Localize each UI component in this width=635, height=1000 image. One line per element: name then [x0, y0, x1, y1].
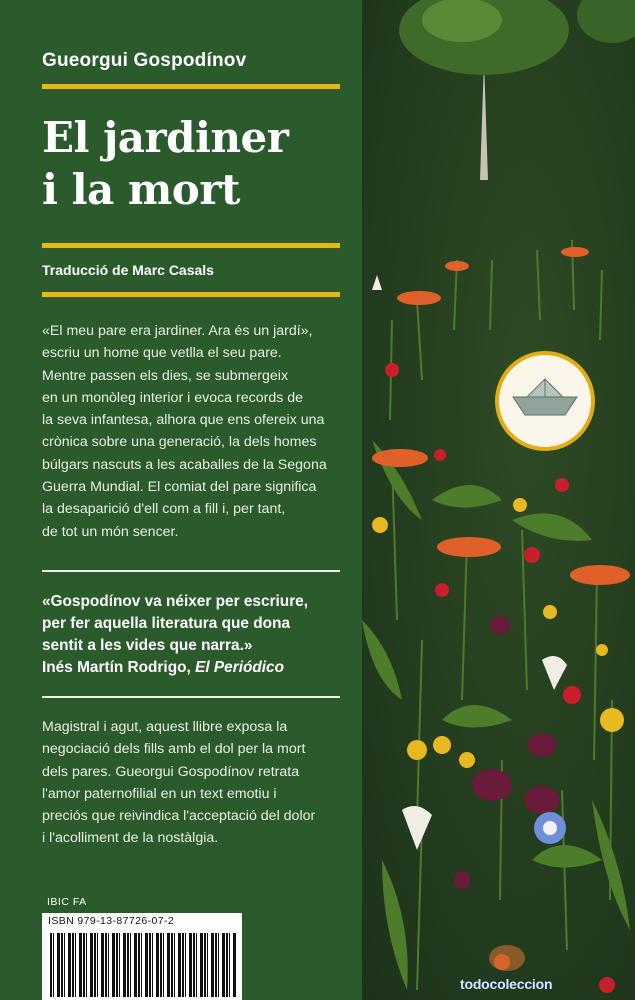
description-line: dels pares. Gueorgui Gospodínov retrata	[42, 763, 300, 780]
yellow-divider-middle	[42, 243, 340, 248]
quote-line: sentit a les vides que narra.»	[42, 637, 253, 654]
synopsis-line: «El meu pare era jardiner. Ara és un jardí»,	[42, 323, 313, 339]
garden-illustration	[362, 0, 635, 1000]
quote-source	[42, 657, 352, 679]
quote-line: «Gospodínov va néixer per escriure,	[42, 593, 309, 610]
synopsis-line: la seva infantesa, alhora que ens ofereix una	[42, 412, 325, 429]
description-line: i l'acolliment de la nostàlgia.	[42, 830, 219, 847]
tree-trunk	[480, 60, 488, 180]
synopsis	[42, 320, 342, 543]
purple-flowers	[454, 616, 560, 889]
synopsis-line: búlgars nascuts a les acaballes de la Segona	[42, 456, 327, 473]
watermark-text: todocoleccion	[460, 976, 553, 992]
description-line: l'amor paternofilial en un text emotiu i	[42, 785, 277, 802]
leaves	[362, 440, 630, 990]
description	[42, 716, 342, 850]
quote-source-name: Inés Martín Rodrigo,	[42, 659, 191, 676]
flower-garden-painting	[362, 0, 635, 1000]
synopsis-line: escriu un home que vetlla el seu pare.	[42, 345, 282, 362]
book-title	[42, 112, 352, 216]
translator-credit: Traducció de Marc Casals	[42, 262, 214, 278]
quote-source-publication: El Periódico	[195, 659, 285, 676]
yellow-divider-top	[42, 84, 340, 89]
description-line: Magistral i agut, aquest llibre exposa la	[42, 719, 288, 735]
description-line: preciós que reivindica l'acceptació del dolor	[42, 808, 316, 825]
synopsis-line: de tot un món sencer.	[42, 523, 179, 540]
author-name: Gueorgui Gospodínov	[42, 50, 247, 71]
synopsis-line: Guerra Mundial. El comiat del pare significa	[42, 479, 317, 496]
tree-canopy-highlight	[422, 0, 502, 42]
blue-flower-center	[543, 821, 557, 835]
yellow-divider-bottom	[42, 292, 340, 297]
white-divider-top	[42, 570, 340, 572]
paper-boat-icon	[499, 355, 591, 447]
press-quote	[42, 591, 352, 679]
tree-canopy-right	[577, 0, 635, 43]
white-divider-bottom	[42, 696, 340, 698]
description-line: negociació dels fills amb el dol per la mort	[42, 741, 306, 758]
publisher-logo	[495, 351, 595, 451]
barcode	[50, 933, 236, 997]
barcode-box	[42, 913, 242, 1000]
robin-breast	[494, 954, 510, 970]
synopsis-line: Mentre passen els dies, se submergeix	[42, 367, 289, 384]
ibic-code: IBIC FA	[47, 896, 87, 908]
flower-stems	[390, 240, 612, 990]
synopsis-line: en un monòleg interior i evoca records de	[42, 389, 304, 406]
synopsis-line: la desaparició d'ell com a fill i, per tant,	[42, 501, 286, 518]
title-line-2: i la mort	[42, 165, 240, 214]
synopsis-line: crònica sobre una generació, la dels homes	[42, 434, 317, 451]
isbn-number: ISBN 979-13-87726-07-2	[48, 915, 175, 927]
title-line-1: El jardiner	[42, 113, 289, 162]
quote-line: per fer aquella literatura que dona	[42, 615, 291, 632]
